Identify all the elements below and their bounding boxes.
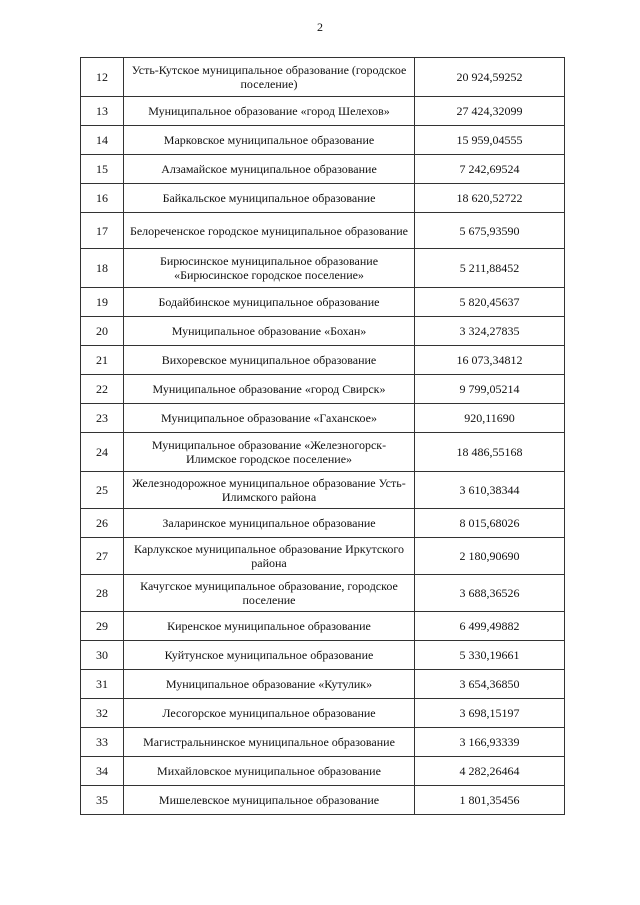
row-number: 15 (81, 155, 124, 184)
table-row (81, 433, 565, 472)
row-number: 22 (81, 375, 124, 404)
amount-value: 920,11690 (415, 404, 565, 433)
municipality-name: Михайловское муниципальное образование (124, 757, 415, 786)
amount-value: 20 924,59252 (415, 58, 565, 97)
amount-value: 3 324,27835 (415, 317, 565, 346)
amount-value: 5 211,88452 (415, 249, 565, 288)
municipality-name: Бодайбинское муниципальное образование (124, 288, 415, 317)
municipality-name: Белореченское городское муниципальное образование (124, 213, 415, 249)
table-row (81, 757, 565, 786)
row-number: 13 (81, 97, 124, 126)
municipality-name: Муниципальное образование «город Свирск» (124, 375, 415, 404)
table-row (81, 155, 565, 184)
table-body (81, 58, 565, 815)
table-row (81, 317, 565, 346)
amount-value: 5 675,93590 (415, 213, 565, 249)
municipality-name: Алзамайское муниципальное образование (124, 155, 415, 184)
table-row (81, 97, 565, 126)
row-number: 12 (81, 58, 124, 97)
municipality-name: Усть-Кутское муниципальное образование (городское поселение) (124, 58, 415, 97)
amount-value: 27 424,32099 (415, 97, 565, 126)
amount-value: 1 801,35456 (415, 786, 565, 815)
row-number: 24 (81, 433, 124, 472)
municipality-name: Муниципальное образование «Гаханское» (124, 404, 415, 433)
amount-value: 5 820,45637 (415, 288, 565, 317)
municipality-name: Вихоревское муниципальное образование (124, 346, 415, 375)
row-number: 17 (81, 213, 124, 249)
row-number: 30 (81, 641, 124, 670)
page-number: 2 (317, 20, 323, 34)
table-row (81, 641, 565, 670)
amount-value: 3 166,93339 (415, 728, 565, 757)
amount-value: 3 610,38344 (415, 472, 565, 509)
data-table (80, 57, 565, 815)
amount-value: 6 499,49882 (415, 612, 565, 641)
row-number: 20 (81, 317, 124, 346)
table-row (81, 58, 565, 97)
amount-value: 4 282,26464 (415, 757, 565, 786)
table-row (81, 612, 565, 641)
row-number: 21 (81, 346, 124, 375)
row-number: 23 (81, 404, 124, 433)
table-row (81, 288, 565, 317)
table-row (81, 346, 565, 375)
amount-value: 3 698,15197 (415, 699, 565, 728)
table-row (81, 249, 565, 288)
row-number: 16 (81, 184, 124, 213)
table-row (81, 728, 565, 757)
amount-value: 15 959,04555 (415, 126, 565, 155)
municipality-name: Железнодорожное муниципальное образование Усть-Илимского района (124, 472, 415, 509)
municipality-name: Качугское муниципальное образование, городское поселение (124, 575, 415, 612)
municipality-name: Лесогорское муниципальное образование (124, 699, 415, 728)
table-row (81, 404, 565, 433)
amount-value: 3 688,36526 (415, 575, 565, 612)
row-number: 26 (81, 509, 124, 538)
municipality-name: Муниципальное образование «Бохан» (124, 317, 415, 346)
amount-value: 18 486,55168 (415, 433, 565, 472)
table-row (81, 670, 565, 699)
row-number: 31 (81, 670, 124, 699)
municipality-name: Марковское муниципальное образование (124, 126, 415, 155)
municipality-name: Заларинское муниципальное образование (124, 509, 415, 538)
table-row (81, 213, 565, 249)
amount-value: 9 799,05214 (415, 375, 565, 404)
table-row (81, 575, 565, 612)
row-number: 19 (81, 288, 124, 317)
row-number: 33 (81, 728, 124, 757)
row-number: 18 (81, 249, 124, 288)
municipality-name: Мишелевское муниципальное образование (124, 786, 415, 815)
table-row (81, 699, 565, 728)
municipality-name: Байкальское муниципальное образование (124, 184, 415, 213)
row-number: 32 (81, 699, 124, 728)
municipality-name: Бирюсинское муниципальное образование «Бирюсинское городское поселение» (124, 249, 415, 288)
table-row (81, 538, 565, 575)
amount-value: 16 073,34812 (415, 346, 565, 375)
municipality-name: Муниципальное образование «город Шелехов» (124, 97, 415, 126)
amount-value: 5 330,19661 (415, 641, 565, 670)
amount-value: 3 654,36850 (415, 670, 565, 699)
table-row (81, 126, 565, 155)
table-row (81, 786, 565, 815)
municipality-name: Киренское муниципальное образование (124, 612, 415, 641)
row-number: 25 (81, 472, 124, 509)
table-row (81, 375, 565, 404)
row-number: 34 (81, 757, 124, 786)
municipality-name: Муниципальное образование «Железногорск-Илимское городское поселение» (124, 433, 415, 472)
amount-value: 8 015,68026 (415, 509, 565, 538)
municipality-name: Магистральнинское муниципальное образование (124, 728, 415, 757)
municipality-name: Куйтунское муниципальное образование (124, 641, 415, 670)
amount-value: 2 180,90690 (415, 538, 565, 575)
table-row (81, 509, 565, 538)
municipality-name: Карлукское муниципальное образование Иркутского района (124, 538, 415, 575)
amount-value: 18 620,52722 (415, 184, 565, 213)
row-number: 28 (81, 575, 124, 612)
municipality-name: Муниципальное образование «Кутулик» (124, 670, 415, 699)
table-row (81, 184, 565, 213)
table-row (81, 472, 565, 509)
row-number: 35 (81, 786, 124, 815)
row-number: 29 (81, 612, 124, 641)
row-number: 14 (81, 126, 124, 155)
amount-value: 7 242,69524 (415, 155, 565, 184)
row-number: 27 (81, 538, 124, 575)
